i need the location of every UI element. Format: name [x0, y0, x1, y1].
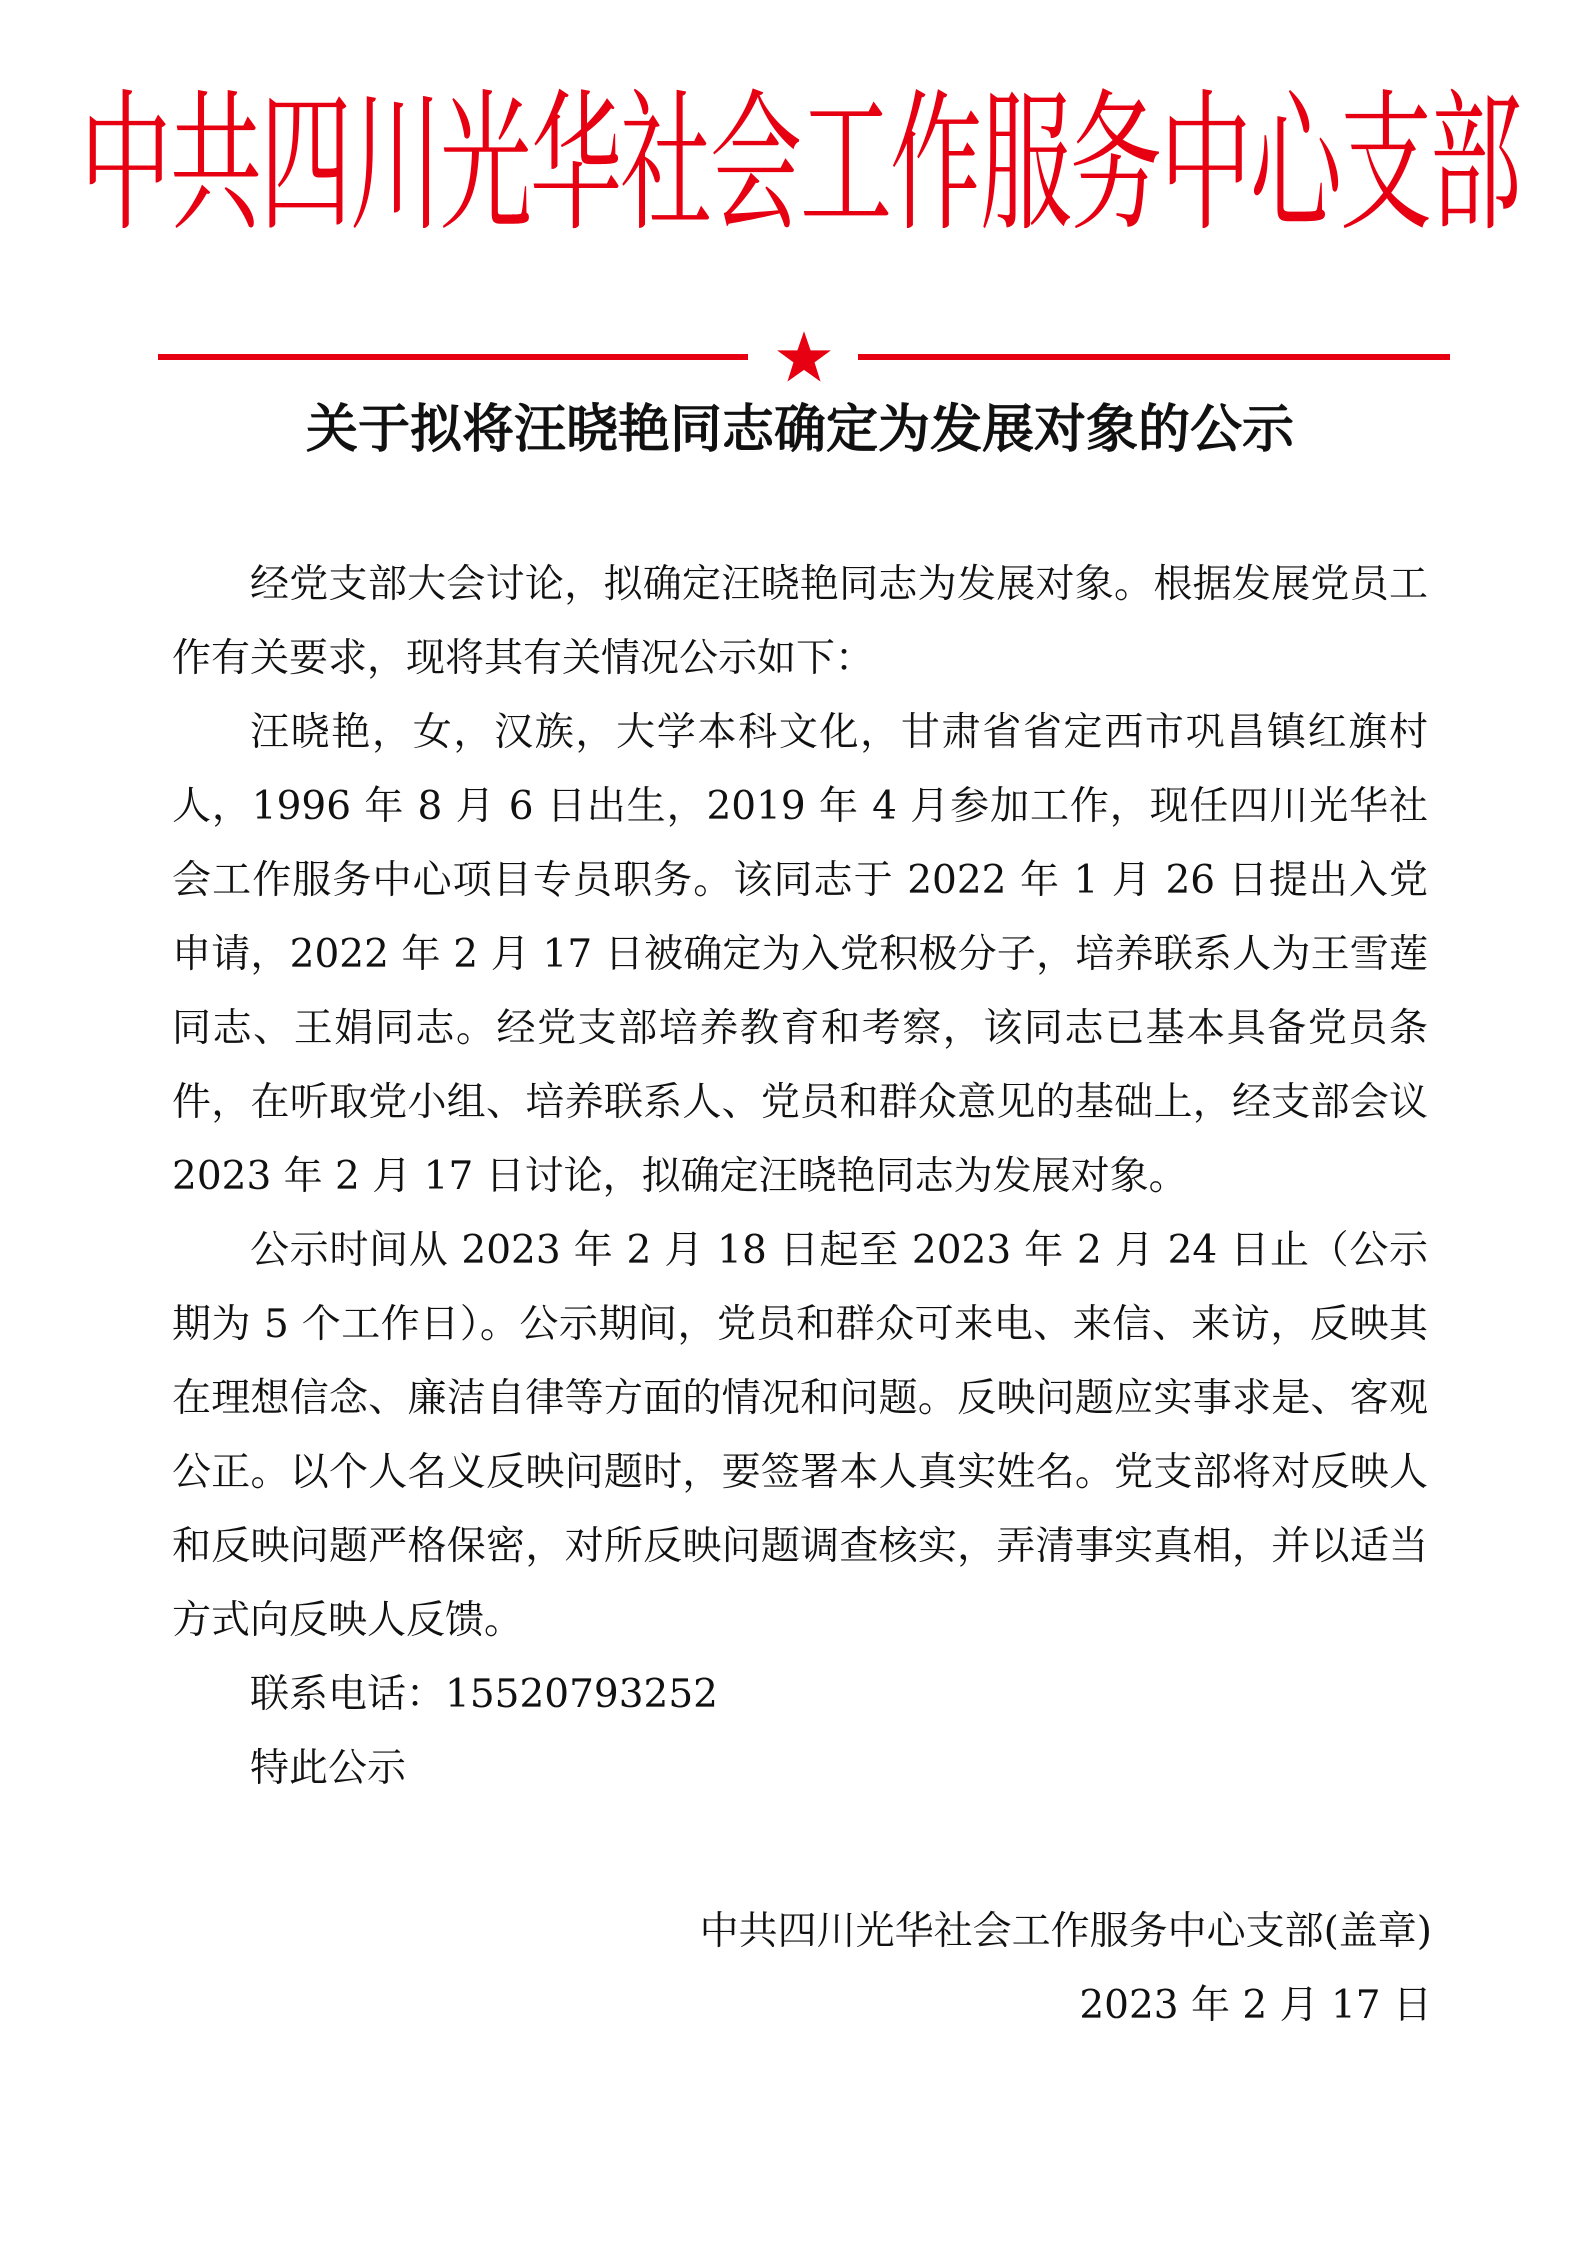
divider-line-right: [858, 354, 1450, 360]
body-paragraph-intro: 经党支部大会讨论，拟确定汪晓艳同志为发展对象。根据发展党员工作有关要求，现将其有关情况公示如下：: [172, 562, 1428, 681]
header-divider: [158, 338, 1450, 374]
body-paragraph-candidate-info: 汪晓艳，女，汉族，大学本科文化，甘肃省省定西市巩昌镇红旗村人，1996 年 8 月 6 日出生，2019 年 4 月参加工作，现任四川光华社会工作服务中心项目专员职务。该同志于 2022 年 1 月 26 日提出入党申请，2022 年 2 月 17 日被确定为入党积极分子，培养联系人为王雪莲同志、王娟同志。经党支部培养教育和考察，该同志已基本具备党员条件，在听取党小组、培养联系人、党员和群众意见的基础上，经支部会议 2023 年 2 月 17 日讨论，拟确定汪晓艳同志为发展对象。: [172, 710, 1428, 1199]
organization-header: 中共四川光华社会工作服务中心支部: [80, 75, 1521, 253]
body-paragraph-notice-period: 公示时间从 2023 年 2 月 18 日起至 2023 年 2 月 24 日止（公示期为 5 个工作日）。公示期间，党员和群众可来电、来信、来访，反映其在理想信念、廉洁自律等方面的情况和问题。反映问题应实事求是、客观公正。以个人名义反映问题时，要签署本人真实姓名。党支部将对反映人和反映问题严格保密，对所反映问题调查核实，弄清事实真相，并以适当方式向反映人反馈。: [172, 1228, 1428, 1643]
signature-organization: 中共四川光华社会工作服务中心支部(盖章): [699, 1909, 1432, 1954]
closing-remark: 特此公示: [250, 1746, 407, 1791]
notice-body: [172, 548, 1428, 1806]
divider-line-left: [158, 354, 748, 360]
contact-phone: 联系电话：15520793252: [250, 1672, 718, 1717]
signature-date: 2023 年 2 月 17 日: [1079, 1983, 1432, 2028]
star-icon: [776, 330, 832, 384]
notice-title: 关于拟将汪晓艳同志确定为发展对象的公示: [305, 399, 1294, 460]
